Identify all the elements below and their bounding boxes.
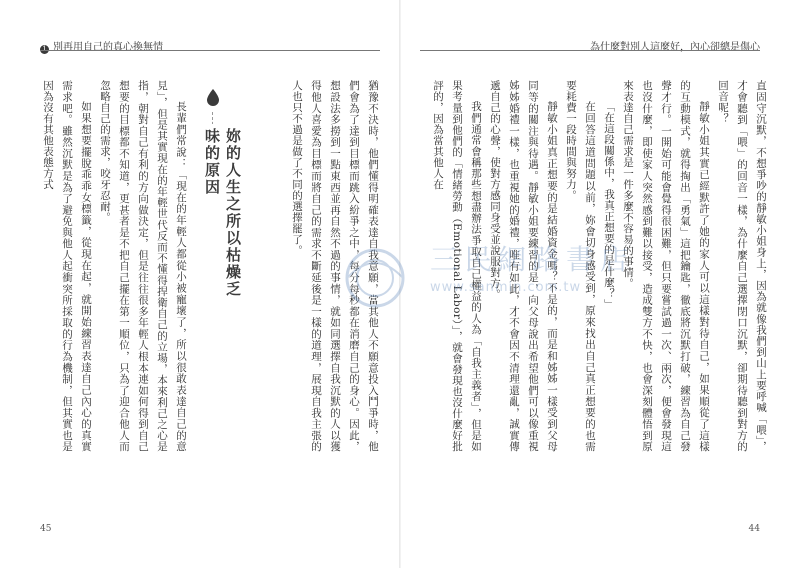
section-heading-text: 妳的人生之所以枯燥乏味的原因 [202, 124, 244, 318]
right-header-rule [420, 50, 760, 51]
left-page-header [40, 38, 163, 54]
paragraph: 我們通常會稱那些想盡辦法爭取自己權益的人為「自我主義者」，但是如果考量到他們的「情緒勞動（Emotional Labor）」，就會發現也沒什麼好批評的，因為當其他人在 [432, 80, 482, 452]
paragraph: 在回答這道問題以前，妳會切身感受到，原來找出自己真正想要的也需要耗費一段時間與努力。 [565, 80, 596, 452]
left-page-body-bottom [40, 80, 190, 452]
section-heading [198, 88, 242, 318]
watermark-name: 三民網路書店 [430, 243, 635, 276]
paragraph: 靜敏小姐真正想要的是結婚資金嗎？不是的，而是和姊姊一樣受到父母同等的關注與待遇。靜敏小姐要練習的是，向父母說出希望他們可以像重視姊姊婚禮一樣，也重視她的婚禮，唯有如此，才不會因不清理還亂，誠實傳遞自己的心聲，使對方感同身受並說服對方。 [489, 80, 558, 452]
paragraph: 「在這段關係中，我真正想要的是什麼？」 [603, 101, 615, 310]
paragraph: 長輩們常說：「現在的年輕人都從小被寵壞了，所以很敢表達自己的意見」，但是其實現在的年輕世代反而不懂得捍衛自己的立場，本來利己之心是指，朝對自己有利的方向做決定，但是往往很多年輕人根本連如何得到自己想要的目標都不知道，更甚者是不把自己擺在第一順位，只為了迎合他人而忽略自己的需求，咬牙忍耐。 [99, 80, 187, 452]
left-header-text: 別再用自己的真心換無情 [53, 42, 163, 53]
paragraph: 如果想要擺脫乖乖女標籤，從現在起，就開始練習表達自己內心的真實需求吧。雖然沉默是為了避免與他人起衝突所採取的行為機制，但其實也是因為沒有其他表態方式 [42, 80, 92, 452]
droplet-icon [206, 88, 220, 106]
right-page-number: 44 [748, 524, 760, 534]
paragraph: 靜敏小姐其實已經默許了她的家人可以這樣對待自己，如果順從了這樣的互動模式，就得掏出「勇氣」這把鑰匙，徹底將沉默打破，練習為自己發聲才行。一開始可能會覺得很困難，但只要嘗試過一次、兩次，便會發現這也沒什麼，即使家人突然感到難以接受，造成雙方不快，也會深刻體悟到原來表達自己需求是一件多麼不容易的事情。 [622, 80, 710, 452]
paragraph-text: 直固守沉默，不想爭吵的靜敏小姐身上，因為就像我們到山上要呼喊「喂」，才會聽到「喂」的回音一樣，為什麼自己選擇閉口沉默，卻期待聽到對方的回音呢？ [717, 80, 767, 452]
publisher-watermark [330, 238, 660, 318]
left-page-number: 45 [40, 524, 52, 534]
right-header-text: 為什麼對別人這麼好，內心卻總是傷心 [590, 42, 760, 53]
chapter-number-icon: 1 [40, 45, 49, 54]
watermark-logo-icon [330, 238, 420, 308]
watermark-url: www.sanmin.com.tw [430, 280, 582, 295]
left-header-rule [40, 50, 380, 51]
paragraph [713, 80, 770, 452]
paragraph: 猶豫不決時，他們懂得明確表達自我意願，當其他人不願意投入鬥爭時，他們會為了達到目標而跳入紛爭之中，每分每秒都在消磨自己的身心。因此，想設法多撈到一點東西並再自然不過的事情，就如同選擇自我沉默的人以獲得他人喜愛為目標而將自己的需求不斷延後是一樣的道理，展現自我主張的人也只不過是做了不同的選擇罷了。 [291, 80, 379, 452]
